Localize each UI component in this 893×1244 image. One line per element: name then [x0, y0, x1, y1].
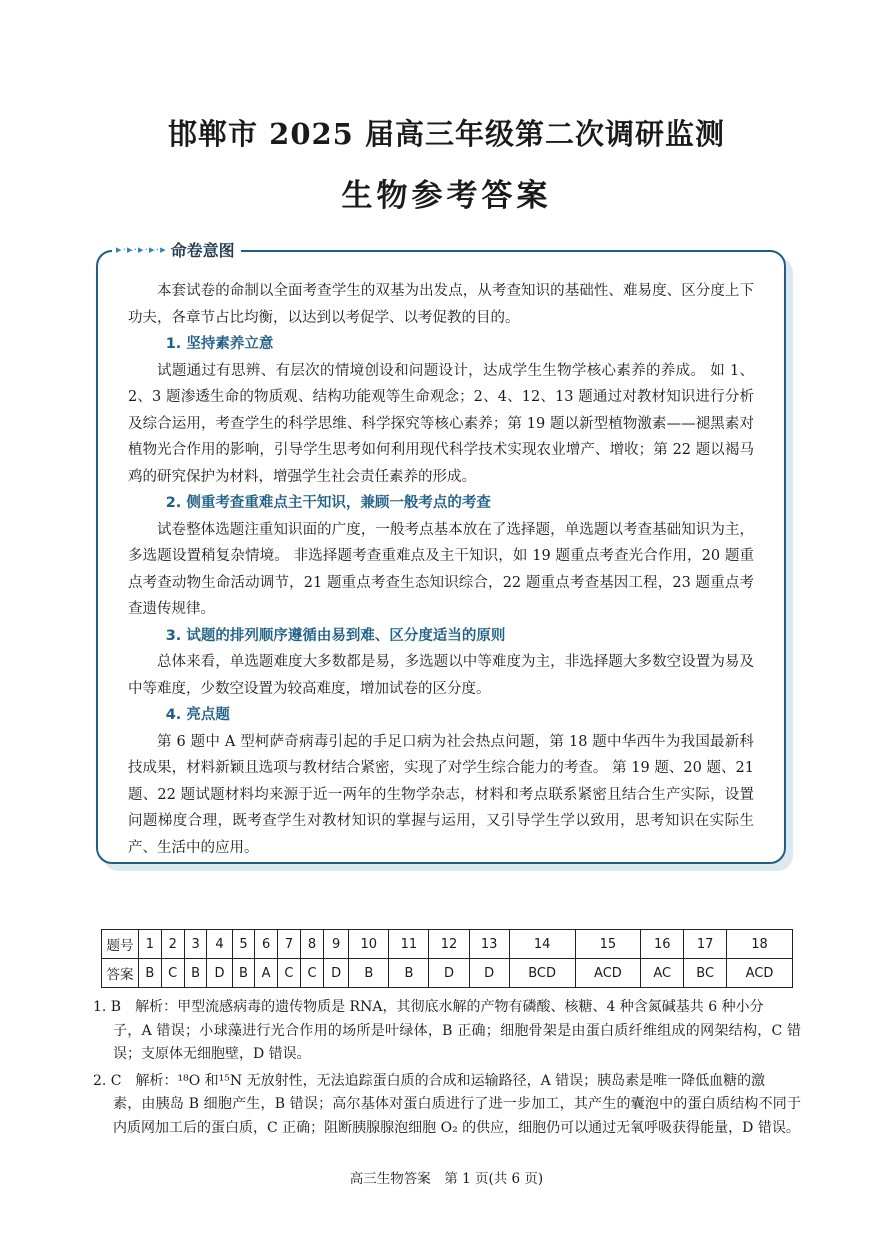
question-number-cell: 4: [207, 930, 232, 959]
section-text: 试题通过有思辨、有层次的情境创设和问题设计，达成学生生物学核心素养的养成。 如 1、2、3 题渗透生命的物质观、结构功能观等生命观念；2、4、12、13 题通过对教材知识进行分析及综合运用，考查学生的科学思维、科学探究等核心素养；第 19 题以新型植物激素——褪黑素对植物光合作用的影响，引导学生思考如何利用现代科学技术实现农业增产、增收；第 22 题以褐马鸡的研究保护为材料，增强学生社会责任素养的形成。: [128, 362, 754, 485]
answer-cell: C: [161, 959, 184, 988]
answer-cell: D: [429, 959, 469, 988]
section-text: 第 6 题中 A 型柯萨奇病毒引起的手足口病为社会热点问题，第 18 题中华西牛为我国最新科技成果，材料新颖且选项与教材结合紧密，实现了对学生综合能力的考查。 第 19 题、20 题、21 题、22 题试题材料均来源于近一两年的生物学杂志，材料和考点联系紧密且结合生产实际，设置问题梯度合理，既考查学生对教材知识的掌握与运用，又引导学生学以致用，思考知识在实际生产、生活中的应用。: [128, 733, 754, 856]
question-number-cell: 14: [509, 930, 575, 959]
row-label: 题号: [102, 930, 139, 959]
explanation-rest: 子，A 错误；小球藻进行光合作用的场所是叶绿体，B 正确；细胞骨架是由蛋白质纤维组成的网架结构，C 错误；支原体无细胞壁，D 错误。: [113, 1022, 801, 1062]
answer-cell: B: [232, 959, 255, 988]
question-number-cell: 9: [324, 930, 349, 959]
question-number-cell: 16: [641, 930, 684, 959]
explanation-item: [93, 996, 801, 1067]
page-footer: 高三生物答案 第 1 页(共 6 页): [349, 1171, 544, 1187]
answer-cell: C: [300, 959, 323, 988]
explanation-rest: 素，由胰岛 B 细胞产生，B 错误；高尔基体对蛋白质进行了进一步加工，其产生的囊泡中的蛋白质结构不同于内质网加工后的蛋白质，C 正确；阻断胰腺腺泡细胞 O₂ 的供应，细胞仍可以通过无氧呼吸获得能量，D 错误。: [113, 1096, 801, 1136]
answer-cell: D: [207, 959, 232, 988]
intent-label: 命卷意图: [170, 240, 235, 260]
section-text: 试卷整体选题注重知识面的广度，一般考点基本放在了选择题，单选题以考查基础知识为主，多选题设置稍复杂情境。 非选择题考查重难点及主干知识，如 19 题重点考查光合作用，20 题重点考查动物生命活动调节，21 题重点考查生态知识综合，22 题重点考查基因工程，23 题重点考查遗传规律。: [128, 521, 754, 617]
question-number-cell: 8: [300, 930, 323, 959]
explanation-item: [93, 1070, 801, 1141]
question-number-cell: 11: [389, 930, 429, 959]
question-number-cell: 7: [277, 930, 300, 959]
answer-cell: B: [184, 959, 207, 988]
question-number-cell: 15: [575, 930, 641, 959]
answer-cell: BCD: [509, 959, 575, 988]
intent-header: [112, 236, 241, 262]
question-number-cell: 3: [184, 930, 207, 959]
answer-cell: ACD: [727, 959, 793, 988]
answer-cell: BC: [684, 959, 727, 988]
answer-cell: C: [277, 959, 300, 988]
section-text: 总体来看，单选题难度大多数都是易，多选题以中等难度为主，非选择题大多数空设置为易及中等难度，少数空设置为较高难度，增加试卷的区分度。: [128, 654, 754, 697]
explanations: [93, 996, 801, 1143]
section-heading: 2. 侧重考查重难点主干知识，兼顾一般考点的考查: [165, 495, 491, 511]
explanation-first-line: 1. B 解析：甲型流感病毒的遗传物质是 RNA，其彻底水解的产物有磷酸、核糖、4 种含氮碱基共 6 种小分: [93, 999, 764, 1015]
question-number-cell: 1: [139, 930, 162, 959]
row-label: 答案: [102, 959, 139, 988]
page-subtitle: 生物参考答案: [341, 178, 552, 214]
question-number-cell: 13: [469, 930, 509, 959]
question-number-cell: 5: [232, 930, 255, 959]
answer-cell: AC: [641, 959, 684, 988]
explanation-first-line: 2. C 解析：¹⁸O 和¹⁵N 无放射性，无法追踪蛋白质的合成和运输路径，A 错误；胰岛素是唯一降低血糖的激: [93, 1072, 766, 1089]
answer-cell: D: [324, 959, 349, 988]
answer-cell: B: [389, 959, 429, 988]
question-number-cell: 6: [255, 930, 278, 959]
question-number-cell: 2: [161, 930, 184, 959]
question-number-cell: 18: [727, 930, 793, 959]
answer-cell: A: [255, 959, 278, 988]
arrow-dots-icon: ▸·▸·▸·▸·▸: [116, 242, 167, 256]
question-number-cell: 17: [684, 930, 727, 959]
answer-row: [102, 959, 793, 988]
answer-table: [101, 929, 793, 988]
answer-cell: D: [469, 959, 509, 988]
section-heading: 1. 坚持素养立意: [165, 336, 274, 352]
page-title: 邯郸市 2025 届高三年级第二次调研监测: [168, 117, 725, 151]
question-number-cell: 10: [349, 930, 389, 959]
section-heading: 3. 试题的排列顺序遵循由易到难、区分度适当的原则: [165, 627, 506, 644]
question-number-row: [102, 930, 793, 959]
intent-intro: 本套试卷的命制以全面考查学生的双基为出发点，从考查知识的基础性、难易度、区分度上下功夫，各章节占比均衡，以达到以考促学、以考促教的目的。: [128, 283, 754, 326]
answer-cell: ACD: [575, 959, 641, 988]
question-number-cell: 12: [429, 930, 469, 959]
intent-body: [128, 278, 754, 861]
section-heading: 4. 亮点题: [165, 707, 230, 723]
answer-cell: B: [349, 959, 389, 988]
answer-cell: B: [139, 959, 162, 988]
